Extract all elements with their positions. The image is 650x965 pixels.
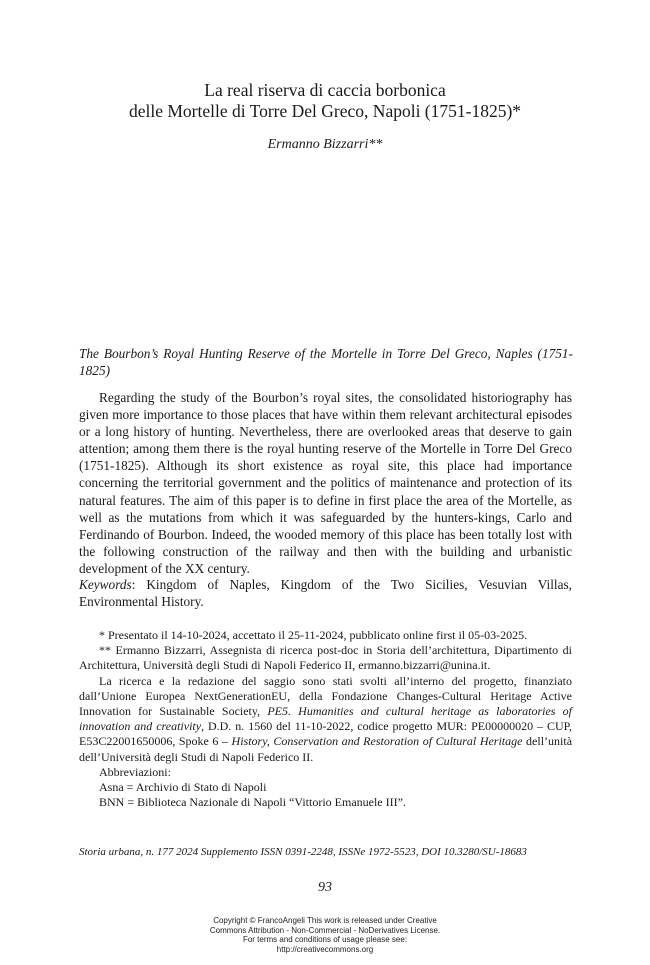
footnote-funding [79,674,572,765]
license-url[interactable]: http://creativecommons.org [276,944,374,954]
license-notice [0,916,650,954]
license-line-2: Commons Attribution - Non-Commercial - NoDerivatives License. [209,925,441,935]
license-line-3: For terms and conditions of usage please see: [242,935,408,944]
footnote-submission: * Presentato il 14-10-2024, accettato il 25-11-2024, pubblicato online first il 05-03-2025. [99,628,528,642]
abstract: Regarding the study of the Bourbon’s royal sites, the consolidated historiography has given more importance to those places that have within them relevant architectural episodes or a long history of hunting. Nevertheless, there are overlooked areas that deserve to gain attention; among them there is the royal hunting reserve of the Mortelle in Torre Del Greco (1751-1825). Although its short existence as royal site, this place had importance concerning the territorial government and the politics of maintenance and protection of its natural features. The aim of this paper is to define in first place the area of the Mortelle, as well as the mutations from which it was safeguarded by the hunters-kings, Carlo and Ferdinando of Bourbon. Indeed, the wooded memory of this place has been totally lost with the following construction of the railway and then with the building and urbanistic development of the XX century. [79,390,572,576]
page-number: 93 [318,880,332,895]
abbreviation-bnn: BNN = Biblioteca Nazionale di Napoli “Vittorio Emanuele III”. [99,795,406,810]
keywords [79,576,572,610]
keywords-text: : Kingdom of Naples, Kingdom of the Two Sicilies, Vesuvian Villas, Environmental History. [79,577,572,609]
abbreviation-asna: Asna = Archivio di Stato di Napoli [99,780,267,795]
funding-text-3: dell’unità dell’Università degli Studi di Napoli Federico II. [79,734,573,764]
footnote-author: ** Ermanno Bizzarri, Assegnista di ricerca post-doc in Storia dell’architettura, Dipartimento di Architettura, Università degli Studi di Napoli Federico II, ermanno.bizzarri@unina.it. [79,643,572,673]
funding-text-2: , D.D. n. 1560 del 11-10-2022, codice progetto MUR: PE00000020 – CUP, E53C22001650006, Spoke 6 – [79,719,572,749]
journal-footer: Storia urbana, n. 177 2024 Supplemento ISSN 0391-2248, ISSNe 1972-5523, DOI 10.3280/SU-18683 [79,846,527,858]
article-title-line2: delle Mortelle di Torre Del Greco, Napoli (1751-1825)* [128,101,522,121]
article-title [0,80,650,122]
license-line-1: Copyright © FrancoAngeli This work is released under Creative [213,916,437,925]
keywords-label: Keywords [79,577,132,592]
author-name: Ermanno Bizzarri** [267,137,383,152]
article-title-line1: La real riserva di caccia borbonica [204,80,446,100]
footnotes [79,628,572,810]
funding-text-1: La ricerca e la redazione del saggio sono stati svolti all’interno del progetto, finanziato dall’Unione Europea NextGenerationEU, della Fondazione Changes-Cultural Heritage Active Innovation for Sustainable Society, [79,673,572,719]
english-title: The Bourbon’s Royal Hunting Reserve of the Mortelle in Torre Del Greco, Naples (1751-1825) [79,346,573,378]
funding-italic-2: History, Conservation and Restoration of Cultural Heritage [231,734,523,749]
abbreviations-heading: Abbreviazioni: [99,764,171,779]
funding-italic-1: PE5. Humanities and cultural heritage as laboratories of innovation and creativity [79,704,572,734]
